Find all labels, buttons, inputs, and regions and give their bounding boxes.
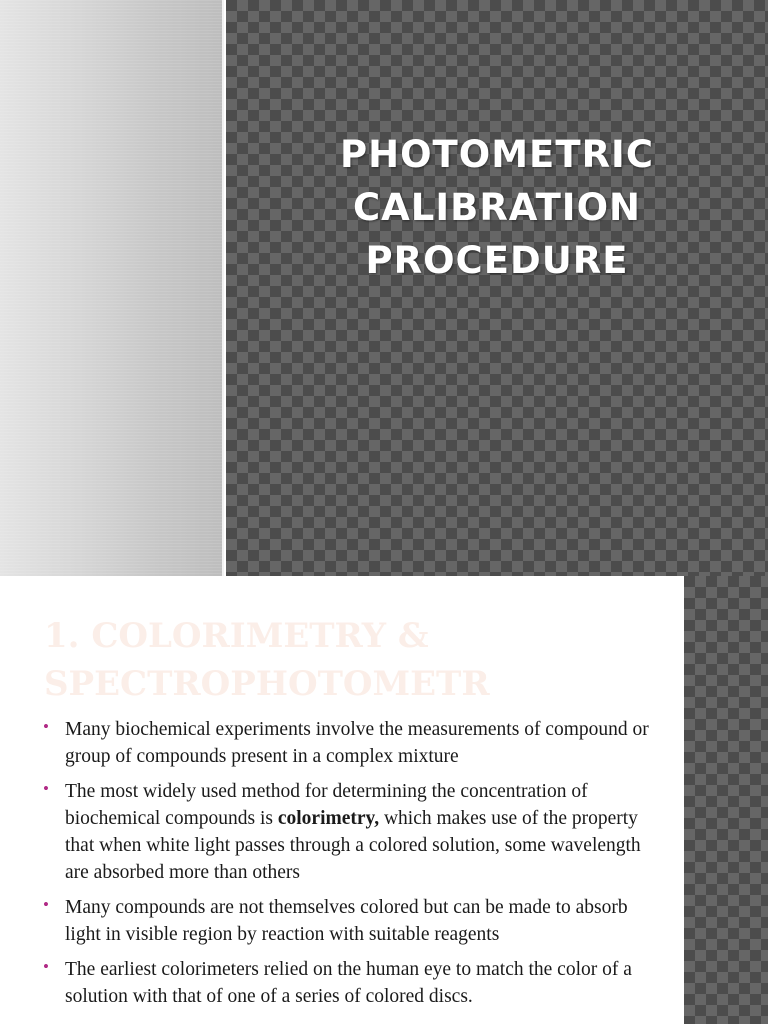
bullet-text-after: which makes use of the property that when white light passes through a colored solution, some wavelength are absorbed more than others bbox=[65, 808, 641, 883]
bullet-bold-term: colorimetry, bbox=[277, 808, 380, 829]
bullet-dot-icon: • bbox=[43, 717, 49, 736]
bullet-dot-icon: • bbox=[43, 895, 49, 914]
title-slide-gradient-panel bbox=[0, 0, 224, 576]
bullet-dot-icon: • bbox=[43, 779, 49, 798]
bullet-text: The earliest colorimeters relied on the human eye to match the color of a solution with that of one of a series of colored discs. bbox=[65, 959, 632, 1007]
bullet-item bbox=[42, 894, 652, 948]
bullet-dot-icon: • bbox=[43, 957, 49, 976]
bullet-item bbox=[42, 716, 652, 770]
bullet-text: Many compounds are not themselves colored but can be made to absorb light in visible region by reaction with suitable reagents bbox=[65, 897, 628, 945]
slide-title-line: PROCEDURE bbox=[365, 239, 629, 282]
section-heading-line: 1. COLORIMETRY & bbox=[44, 616, 429, 656]
bullet-text-before: The most widely used method for determining the concentration of biochemical compounds is bbox=[65, 781, 588, 829]
slide-title-line: CALIBRATION bbox=[352, 186, 641, 229]
title-slide-pattern-panel bbox=[226, 0, 768, 576]
bullet-list bbox=[42, 716, 652, 1018]
section-heading bbox=[44, 612, 664, 708]
bullet-item bbox=[42, 778, 652, 886]
slide-title-line: PHOTOMETRIC bbox=[340, 133, 654, 176]
content-slide bbox=[0, 576, 768, 1024]
bullet-item bbox=[42, 956, 652, 1010]
content-slide-pattern-strip bbox=[684, 576, 768, 1024]
slide-title bbox=[226, 128, 768, 287]
bullet-text: Many biochemical experiments involve the measurements of compound or group of compounds present in a complex mixture bbox=[65, 719, 649, 767]
section-heading-line: SPECTROPHOTOMETR bbox=[44, 664, 490, 704]
